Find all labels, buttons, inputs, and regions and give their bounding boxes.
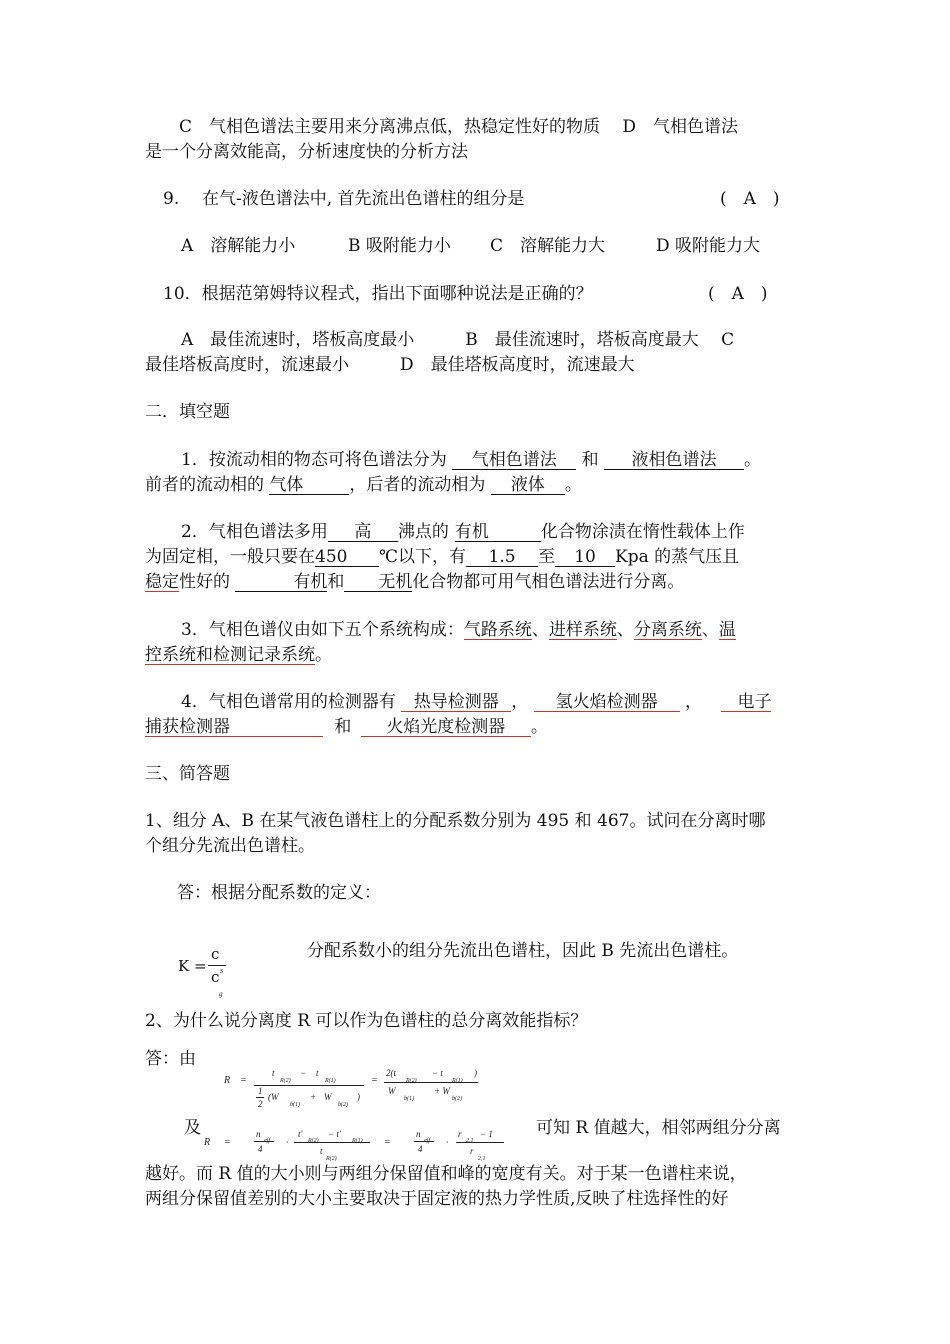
mc-option-cd-line1: C 气相色谱法主要用来分离沸点低，热稳定性好的物质 D 气相色谱法: [179, 117, 739, 137]
q9-option-b: B 吸附能力小: [348, 236, 451, 256]
q9-option-c: C 溶解能力大: [490, 236, 606, 256]
q10-answer: ( A ): [708, 284, 768, 304]
q9-answer: ( A ): [720, 189, 780, 209]
fill1-blank-liquid: 液相色谱法: [604, 451, 744, 470]
s1-answer-intro: 答：根据分配系数的定义：: [177, 883, 381, 903]
fill1-line2: 前者的流动相的 气体 ，后者的流动相为 液体 。: [145, 475, 582, 495]
fill3-inlet-system: 进样系统: [548, 620, 617, 640]
s1-question-line2: 个组分先流出色谱柱。: [145, 836, 315, 856]
fill3-line1: 3．气相色谱仪由如下五个系统构成：气路系统、进样系统、分离系统、温: [181, 620, 736, 640]
fill4-fpd: 火焰光度检测器: [361, 718, 531, 737]
fill2-line2: 为固定相，一般只要在450 ℃以下，有 1.5 至 10 Kpa 的蒸气压且: [145, 547, 740, 567]
s1-conclusion: 分配系数小的组分先流出色谱柱，因此 B 先流出色谱柱。: [307, 941, 739, 961]
fill4-tcd: 热导检测器: [401, 693, 511, 712]
s2-answer-line3: 两组分保留值差别的大小主要取决于固定液的热力学性质,反映了柱选择性的好: [145, 1189, 729, 1209]
fill4-fid: 氢火焰检测器: [534, 693, 680, 712]
fill2-line3: 稳定性好的 有机和 无机化合物都可用气相色谱法进行分离。: [145, 572, 685, 592]
fill4-ecd-start: 电子: [721, 693, 771, 712]
q9-text: 在气-液色谱法中, 首先流出色谱柱的组分是: [202, 189, 525, 209]
s2-answer-line2: 越好。而 R 值的大小则与两组分保留值和峰的宽度有关。对于某一色谱柱来说，: [145, 1164, 747, 1184]
s2-answer-mid: 可知 R 值越大，相邻两组分分离: [536, 1118, 781, 1138]
fill4-line2: 捕获检测器 和 火焰光度检测器 。: [145, 717, 548, 737]
q9-option-d: D 吸附能力大: [656, 236, 761, 256]
mc-option-d-line2: 是一个分离效能高，分析速度快的分析方法: [145, 142, 468, 162]
fill3-temp-system-start: 温: [718, 620, 736, 640]
s2-question: 2、为什么说分离度 R 可以作为色谱柱的总分离效能指标？: [145, 1011, 588, 1031]
q9-option-a: A 溶解能力小: [181, 236, 296, 256]
fill4-line1: 4．气相色谱常用的检测器有 热导检测器 ， 氢火焰检测器 ， 电子: [181, 692, 772, 712]
fill1-line1: 1．按流动相的物态可将色谱法分为 气相色谱法 和 液相色谱法 。: [181, 450, 762, 470]
fill2-blank-low-pressure: 1.5: [466, 548, 538, 567]
fill3-gas-system: 气路系统: [463, 620, 532, 640]
fill2-blank-temp: 450: [315, 548, 379, 567]
fill2-blank-organic2: 有机: [235, 573, 327, 592]
fill2-blank-high: 高: [328, 523, 398, 542]
fill1-blank-mobile-liquid: 液体: [491, 476, 565, 495]
q10-options-line1: A 最佳流速时，塔板高度最小 B 最佳流速时，塔板高度最大 C: [181, 330, 735, 350]
section-fill-blank-heading: 二．填空题: [145, 402, 230, 422]
fill4-ecd-end: 捕获检测器: [145, 718, 323, 737]
q10-text: 10．根据范第姆特议程式，指出下面哪种说法是正确的？: [163, 284, 593, 304]
fill2-blank-high-pressure: 10: [555, 548, 615, 567]
fill2-blank-organic: 有机: [455, 523, 541, 542]
fill3-separation-system: 分离系统: [633, 620, 702, 640]
fill3-line2: 控系统和检测记录系统。: [145, 645, 332, 665]
s2-answer-intro: 答：由: [145, 1049, 196, 1069]
s1-question-line1: 1、组分 A、B 在某气液色谱柱上的分配系数分别为 495 和 467。试问在分离时哪: [145, 811, 766, 831]
s2-and: 及: [184, 1118, 201, 1138]
q10-options-line2: 最佳塔板高度时，流速最小 D 最佳塔板高度时，流速最大: [145, 355, 635, 375]
fill2-blank-inorganic: 无机: [344, 573, 412, 592]
fill2-line1: 2．气相色谱法多用 高 沸点的 有机 化合物涂渍在惰性载体上作: [181, 522, 745, 542]
fill3-temp-detector-system: 控系统和检测记录系统: [145, 645, 315, 665]
fill2-blank-stable: 稳定: [145, 572, 179, 592]
fill1-blank-gas: 气相色谱法: [452, 451, 576, 470]
q9-number: 9.: [163, 189, 180, 209]
fill1-blank-mobile-gas: 气体: [269, 476, 349, 495]
section-short-answer-heading: 三、简答题: [145, 764, 230, 784]
